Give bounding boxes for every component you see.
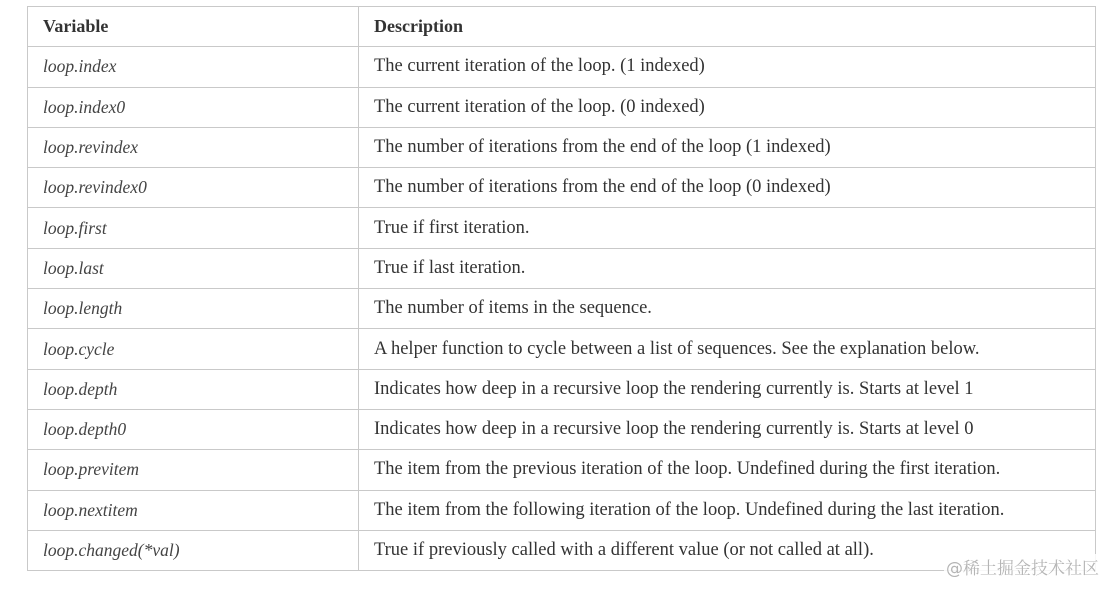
variable-cell: loop.revindex0 (28, 168, 359, 208)
table-row (28, 168, 1096, 208)
variable-cell: loop.length (28, 289, 359, 329)
table-header-row (28, 7, 1096, 47)
loop-variables-table (27, 6, 1096, 571)
description-cell: A helper function to cycle between a list of sequences. See the explanation below. (359, 329, 1096, 369)
variable-cell: loop.previtem (28, 450, 359, 490)
variable-cell: loop.nextitem (28, 490, 359, 530)
table-row (28, 87, 1096, 127)
description-cell: True if previously called with a different value (or not called at all). (359, 530, 1096, 570)
variable-cell: loop.revindex (28, 127, 359, 167)
header-description: Description (359, 7, 1096, 47)
description-cell: Indicates how deep in a recursive loop the rendering currently is. Starts at level 1 (359, 369, 1096, 409)
table-row (28, 47, 1096, 87)
description-cell: The current iteration of the loop. (0 indexed) (359, 87, 1096, 127)
variable-cell: loop.last (28, 248, 359, 288)
table-row (28, 248, 1096, 288)
table-row (28, 208, 1096, 248)
variable-cell: loop.cycle (28, 329, 359, 369)
table-row (28, 329, 1096, 369)
description-cell: The number of iterations from the end of the loop (0 indexed) (359, 168, 1096, 208)
loop-variables-table-container (27, 6, 1095, 571)
description-cell: The number of items in the sequence. (359, 289, 1096, 329)
variable-cell: loop.changed(*val) (28, 530, 359, 570)
description-cell: The number of iterations from the end of the loop (1 indexed) (359, 127, 1096, 167)
table-row (28, 490, 1096, 530)
description-cell: True if last iteration. (359, 248, 1096, 288)
table-row (28, 530, 1096, 570)
header-variable: Variable (28, 7, 359, 47)
description-cell: Indicates how deep in a recursive loop the rendering currently is. Starts at level 0 (359, 409, 1096, 449)
variable-cell: loop.depth0 (28, 409, 359, 449)
description-cell: The item from the previous iteration of the loop. Undefined during the first iteration. (359, 450, 1096, 490)
table-row (28, 369, 1096, 409)
variable-cell: loop.first (28, 208, 359, 248)
table-row (28, 289, 1096, 329)
table-row (28, 450, 1096, 490)
table-row (28, 127, 1096, 167)
variable-cell: loop.index0 (28, 87, 359, 127)
table-row (28, 409, 1096, 449)
description-cell: True if first iteration. (359, 208, 1096, 248)
watermark: @稀土掘金技术社区 (944, 554, 1101, 579)
variable-cell: loop.depth (28, 369, 359, 409)
description-cell: The current iteration of the loop. (1 indexed) (359, 47, 1096, 87)
description-cell: The item from the following iteration of the loop. Undefined during the last iteration. (359, 490, 1096, 530)
variable-cell: loop.index (28, 47, 359, 87)
